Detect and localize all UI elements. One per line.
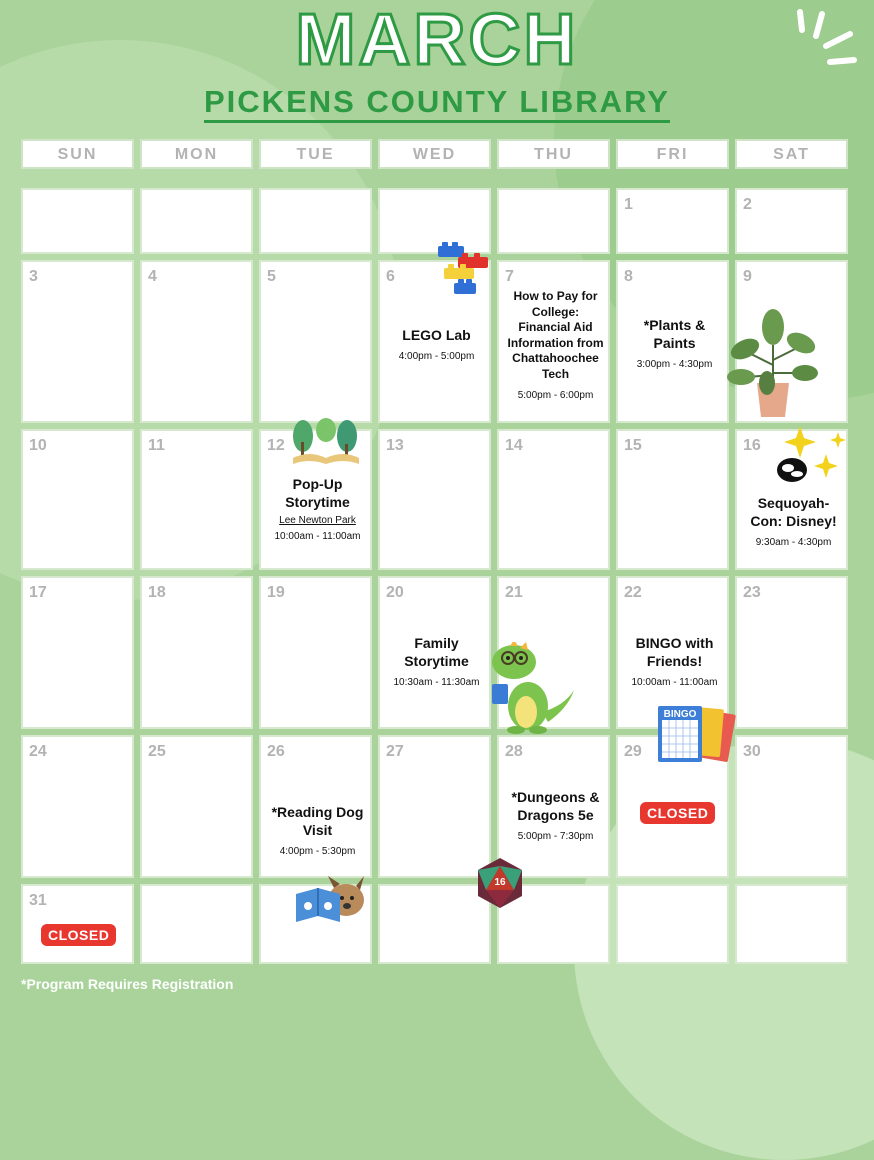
potted-plant-icon — [727, 305, 819, 420]
event-title: BINGO with Friends! — [635, 635, 714, 669]
calendar-cell-empty — [378, 884, 491, 964]
event-time: 10:00am - 11:00am — [274, 531, 361, 542]
calendar-cell-30 — [735, 735, 848, 878]
event-family-storytime[interactable] — [384, 634, 489, 688]
event-financial-aid[interactable] — [505, 289, 606, 401]
registration-note: *Program Requires Registration — [21, 976, 234, 992]
calendar-cell-2 — [735, 188, 848, 254]
day-number: 17 — [29, 584, 47, 601]
day-number: 19 — [267, 584, 285, 601]
day-number: 23 — [743, 584, 761, 601]
day-number: 5 — [267, 268, 276, 285]
svg-text:16: 16 — [494, 877, 506, 888]
reading-dinosaur-icon — [488, 642, 576, 734]
calendar-cell-empty — [616, 884, 729, 964]
d20-dice-icon — [476, 856, 524, 910]
event-title: *Dungeons & Dragons 5e — [511, 789, 600, 823]
event-bingo[interactable] — [622, 634, 727, 688]
event-dungeons-dragons[interactable] — [503, 788, 608, 842]
weekday-sun: SUN — [21, 139, 134, 169]
day-number: 15 — [624, 437, 642, 454]
day-number: 31 — [29, 892, 47, 909]
day-number: 21 — [505, 584, 523, 601]
calendar-cell-15 — [616, 429, 729, 570]
day-number: 28 — [505, 743, 523, 760]
day-number: 30 — [743, 743, 761, 760]
day-number: 25 — [148, 743, 166, 760]
calendar-cell-27 — [378, 735, 491, 878]
calendar-cell-17 — [21, 576, 134, 729]
dog-reading-book-icon — [294, 872, 370, 924]
event-title: Pop-Up Storytime — [285, 476, 350, 510]
event-title: Family Storytime — [404, 635, 469, 669]
calendar-cell-19 — [259, 576, 372, 729]
event-title: Sequoyah-Con: Disney! — [750, 495, 837, 529]
event-location: Lee Newton Park — [279, 515, 356, 526]
library-name: PICKENS COUNTY LIBRARY — [0, 84, 874, 120]
calendar-cell-25 — [140, 735, 253, 878]
day-number: 18 — [148, 584, 166, 601]
event-time: 5:00pm - 6:00pm — [517, 390, 594, 401]
event-time: 9:30am - 4:30pm — [755, 537, 832, 548]
day-number: 27 — [386, 743, 404, 760]
calendar-cell-8[interactable] — [616, 260, 729, 423]
day-number: 26 — [267, 743, 285, 760]
calendar-cell-empty — [140, 188, 253, 254]
event-title: How to Pay for College: Financial Aid Information from Chattahoochee Tech — [507, 289, 604, 381]
calendar-cell-empty — [140, 884, 253, 964]
calendar-cell-10 — [21, 429, 134, 570]
weekday-thu: THU — [497, 139, 610, 169]
event-title: *Plants & Paints — [643, 317, 706, 351]
event-time: 4:00pm - 5:00pm — [398, 351, 475, 362]
calendar-cell-14 — [497, 429, 610, 570]
calendar-cell-31 — [21, 884, 134, 964]
calendar-cell-empty — [497, 188, 610, 254]
day-number: 3 — [29, 268, 38, 285]
calendar-cell-26[interactable] — [259, 735, 372, 878]
calendar-cell-empty — [21, 188, 134, 254]
bingo-card-label: BINGO — [663, 709, 697, 720]
day-number: 6 — [386, 268, 395, 285]
day-number: 13 — [386, 437, 404, 454]
event-time: 3:00pm - 4:30pm — [636, 359, 713, 370]
calendar-cell-7[interactable] — [497, 260, 610, 423]
calendar-cell-23 — [735, 576, 848, 729]
sequoyah-con-logo-icon — [770, 424, 846, 490]
calendar-cell-18 — [140, 576, 253, 729]
event-plants-paints[interactable] — [632, 316, 717, 370]
calendar-cell-13 — [378, 429, 491, 570]
day-number: 1 — [624, 196, 633, 213]
day-number: 29 — [624, 743, 642, 760]
closed-badge: CLOSED — [640, 802, 715, 824]
closed-badge: CLOSED — [41, 924, 116, 946]
day-number: 8 — [624, 268, 633, 285]
event-time: 10:30am - 11:30am — [393, 677, 480, 688]
lego-bricks-icon — [434, 240, 492, 300]
weekday-wed: WED — [378, 139, 491, 169]
calendar-cell-1 — [616, 188, 729, 254]
bingo-cards-icon — [656, 702, 736, 768]
event-time: 4:00pm - 5:30pm — [279, 846, 356, 857]
event-time: 10:00am - 11:00am — [631, 677, 718, 688]
weekday-mon: MON — [140, 139, 253, 169]
day-number: 9 — [743, 268, 752, 285]
day-number: 16 — [743, 437, 761, 454]
calendar-cell-empty — [259, 188, 372, 254]
day-number: 11 — [148, 437, 165, 454]
event-lego-lab[interactable] — [384, 326, 489, 362]
weekday-sat: SAT — [735, 139, 848, 169]
event-title: LEGO Lab — [402, 327, 471, 343]
calendar-cell-4 — [140, 260, 253, 423]
weekday-tue: TUE — [259, 139, 372, 169]
day-number: 4 — [148, 268, 157, 285]
page-title: MARCH — [295, 0, 579, 80]
calendar-cell-11 — [140, 429, 253, 570]
day-number: 22 — [624, 584, 642, 601]
day-number: 20 — [386, 584, 404, 601]
event-popup-storytime[interactable] — [265, 475, 370, 542]
day-number: 7 — [505, 268, 514, 285]
day-number: 10 — [29, 437, 47, 454]
day-number: 24 — [29, 743, 47, 760]
event-sequoyah-con[interactable] — [743, 494, 844, 548]
day-number: 14 — [505, 437, 523, 454]
weekday-fri: FRI — [616, 139, 729, 169]
calendar-cell-empty — [735, 884, 848, 964]
event-title: *Reading Dog Visit — [271, 804, 364, 838]
storybook-park-icon — [289, 418, 363, 466]
calendar-cell-3 — [21, 260, 134, 423]
calendar-cell-20[interactable] — [378, 576, 491, 729]
event-time: 5:00pm - 7:30pm — [517, 831, 594, 842]
day-number: 12 — [267, 437, 285, 454]
event-reading-dog[interactable] — [265, 803, 370, 857]
calendar-cell-24 — [21, 735, 134, 878]
day-number: 2 — [743, 196, 752, 213]
calendar-cell-5 — [259, 260, 372, 423]
